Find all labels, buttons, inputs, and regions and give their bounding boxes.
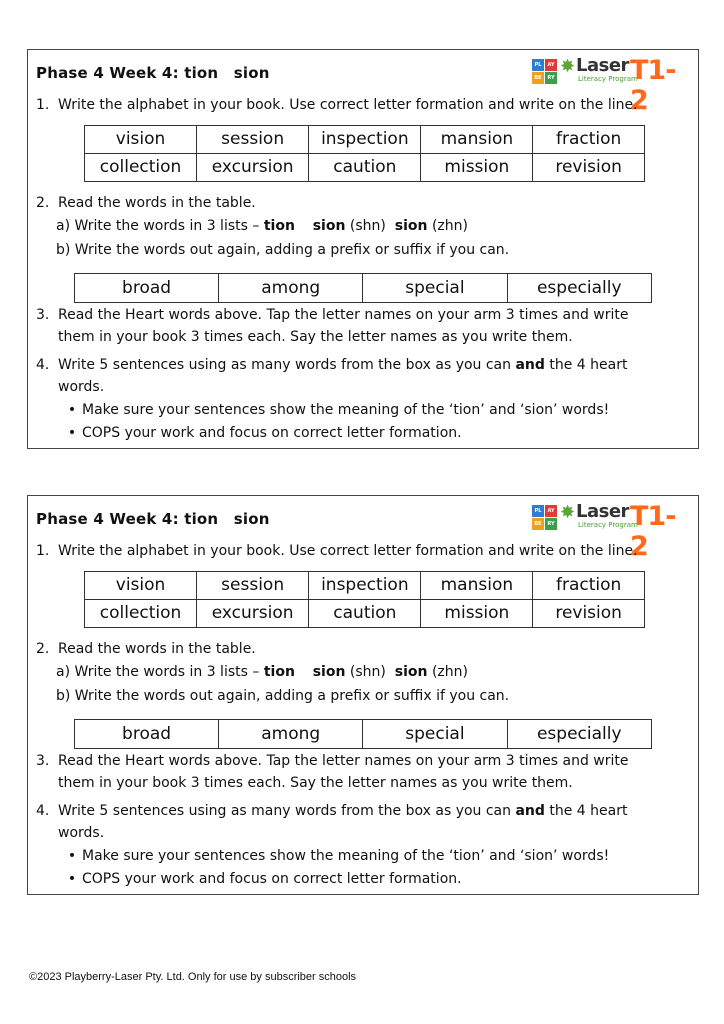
bullet-item: • Make sure your sentences show the meaning of the ‘tion’ and ‘sion’ words!: [67, 402, 610, 418]
table-row: vision session inspection mansion fraction: [85, 126, 645, 154]
table-row: collection excursion caution mission revision: [85, 600, 645, 628]
question-1: 1. Write the alphabet in your book. Use correct letter formation and write on the line.: [36, 543, 638, 559]
bullet-item: • COPS your work and focus on correct letter formation.: [67, 425, 462, 441]
question-2a: a) Write the words in 3 lists – tion sion (shn) sion (zhn): [56, 664, 468, 680]
card-title: Phase 4 Week 4: tion sion: [36, 64, 270, 82]
question-1: 1. Write the alphabet in your book. Use correct letter formation and write on the line.: [36, 97, 638, 113]
laser-logo: PL AY BE RY ✸ Laser Literacy Program T1-2: [532, 502, 680, 532]
question-2: 2. Read the words in the table.: [36, 641, 256, 657]
table-row: broad among special especially: [75, 720, 652, 749]
playberry-squares-icon: PL AY BE RY: [532, 59, 558, 85]
star-icon: ✸: [560, 56, 576, 77]
table-row: collection excursion caution mission revision: [85, 154, 645, 182]
star-icon: ✸: [560, 502, 576, 523]
table-row: vision session inspection mansion fraction: [85, 572, 645, 600]
laser-logo: PL AY BE RY ✸ Laser Literacy Program T1-2: [532, 56, 680, 86]
question-4: 4. Write 5 sentences using as many words from the box as you can and the 4 heart: [36, 357, 628, 373]
card-title: Phase 4 Week 4: tion sion: [36, 510, 270, 528]
question-2a: a) Write the words in 3 lists – tion sion (shn) sion (zhn): [56, 218, 468, 234]
worksheet-card-1: Phase 4 Week 4: tion sion PL AY BE RY ✸ Laser Literacy Program T1-2 1. Write the alphabet in your book. Use correct letter formation and write on the line. vision session inspection mansion fraction collection excursion caution mission revision 2. Read the words in the table. a) Write the words in 3 lists – tion sion (shn) sion (zhn) b) Write the words out again, adding a prefix or suffix if you can. broad among special especially 3. Read the Heart words above. Tap the letter names on your arm 3 times and write them in your book 3 times each. Say the letter names as you write them. 4. Write 5 sentences using as many words from the box as you can and the 4 heart words. • Make sure your sentences show the meaning of the ‘tion’ and ‘sion’ words! • COPS your work and focus on correct letter formation.: [27, 49, 699, 449]
question-2b: b) Write the words out again, adding a prefix or suffix if you can.: [56, 688, 510, 704]
question-4: 4. Write 5 sentences using as many words from the box as you can and the 4 heart: [36, 803, 628, 819]
copyright-footer: ©2023 Playberry-Laser Pty. Ltd. Only for use by subscriber schools: [29, 971, 357, 983]
question-2: 2. Read the words in the table.: [36, 195, 256, 211]
question-3: 3. Read the Heart words above. Tap the letter names on your arm 3 times and write: [36, 753, 629, 769]
bullet-item: • COPS your work and focus on correct letter formation.: [67, 871, 462, 887]
bullet-item: • Make sure your sentences show the meaning of the ‘tion’ and ‘sion’ words!: [67, 848, 610, 864]
table-row: broad among special especially: [75, 274, 652, 303]
worksheet-card-2: Phase 4 Week 4: tion sion PL AY BE RY ✸ Laser Literacy Program T1-2 1. Write the alphabet in your book. Use correct letter formation and write on the line. vision session inspection mansion fraction collection excursion caution mission revision 2. Read the words in the table. a) Write the words in 3 lists – tion sion (shn) sion (zhn) b) Write the words out again, adding a prefix or suffix if you can. broad among special especially 3. Read the Heart words above. Tap the letter names on your arm 3 times and write them in your book 3 times each. Say the letter names as you write them. 4. Write 5 sentences using as many words from the box as you can and the 4 heart words. • Make sure your sentences show the meaning of the ‘tion’ and ‘sion’ words! • COPS your work and focus on correct letter formation.: [27, 495, 699, 895]
heart-words-table: [74, 719, 652, 749]
question-3: 3. Read the Heart words above. Tap the letter names on your arm 3 times and write: [36, 307, 629, 323]
heart-words-table: [74, 273, 652, 303]
playberry-squares-icon: PL AY BE RY: [532, 505, 558, 531]
word-table-1: [84, 125, 645, 182]
question-2b: b) Write the words out again, adding a prefix or suffix if you can.: [56, 242, 510, 258]
word-table-1: [84, 571, 645, 628]
